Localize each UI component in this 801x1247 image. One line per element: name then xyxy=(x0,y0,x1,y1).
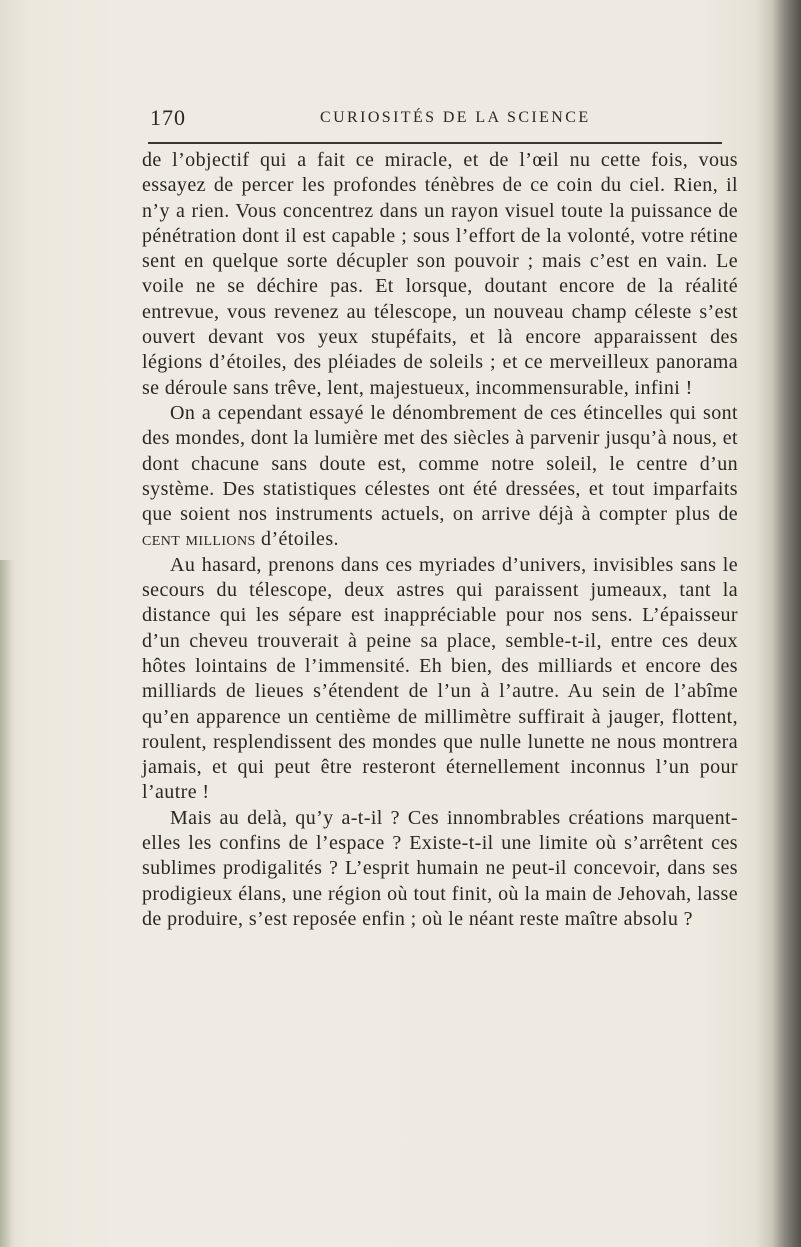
page-stain xyxy=(0,560,14,1247)
page-number: 170 xyxy=(150,105,186,130)
page-edge-shadow xyxy=(773,0,801,1247)
paragraph-2-text-before: On a cependant essayé le dénombrement de ces étincelles qui sont des mondes, dont la lumière met des siècles à parvenir jusqu’à nous, et dont chacune sans doute est, comme notre soleil, le centre d’un système. Des statistiques célestes ont été dressées, et tout imparfaits que soient nos instruments actuels, on arrive déjà à compter plus de xyxy=(142,401,738,526)
header-rule xyxy=(148,142,722,144)
paragraph-3: Au hasard, prenons dans ces myriades d’univers, invisibles sans le secours du télescope, deux astres qui paraissent jumeaux, tant la distance qui les sépare est inappréciable pour nos sens. L’épaisseur d’un cheveu trouverait à peine sa place, semble-t-il, entre ces deux hôtes lointains de l’immensité. Eh bien, des milliards et encore des milliards de lieues s’étendent de l’un à l’autre. Au sein de l’abîme qu’en apparence un centième de millimètre suffirait à jauger, flottent, roulent, resplendissent des mondes que nulle lunette ne nous montrera jamais, et qui peut être resteront éternellement inconnus l’un pour l’autre ! xyxy=(142,553,738,804)
paragraph-2 xyxy=(142,401,738,553)
running-title: CURIOSITÉS DE LA SCIENCE xyxy=(320,109,591,126)
paragraph-4: Mais au delà, qu’y a-t-il ? Ces innombrables créations marquent-elles les confins de l’espace ? Existe-t-il une limite où s’arrêtent ces sublimes prodigalités ? L’esprit humain ne peut-il concevoir, dans ses prodigieux élans, une région où tout finit, où la main de Jehovah, lasse de produire, s’est reposée enfin ; où le néant reste maître absolu ? xyxy=(142,806,738,930)
body-text xyxy=(142,148,738,932)
paragraph-2-small-caps: cent millions xyxy=(142,528,256,551)
running-header xyxy=(150,105,720,135)
paragraph-2-text-after: d’étoiles. xyxy=(255,528,339,551)
paragraph-1: de l’objectif qui a fait ce miracle, et de l’œil nu cette fois, vous essayez de percer les profondes ténèbres de ce coin du ciel. Rien, il n’y a rien. Vous concentrez dans un rayon visuel toute la puissance de pénétration dont il est capable ; sous l’effort de la volonté, votre rétine sent en quelque sorte décupler son pouvoir ; mais c’est en vain. Le voile ne se déchire pas. Et lorsque, doutant encore de la réalité entrevue, vous revenez au télescope, un nouveau champ céleste s’est ouvert devant vos yeux stupéfaits, et là encore apparaissent des légions d’étoiles, des pléiades de soleils ; et ce merveilleux panorama se déroule sans trêve, lent, majestueux, incommensurable, infini ! xyxy=(142,149,738,399)
